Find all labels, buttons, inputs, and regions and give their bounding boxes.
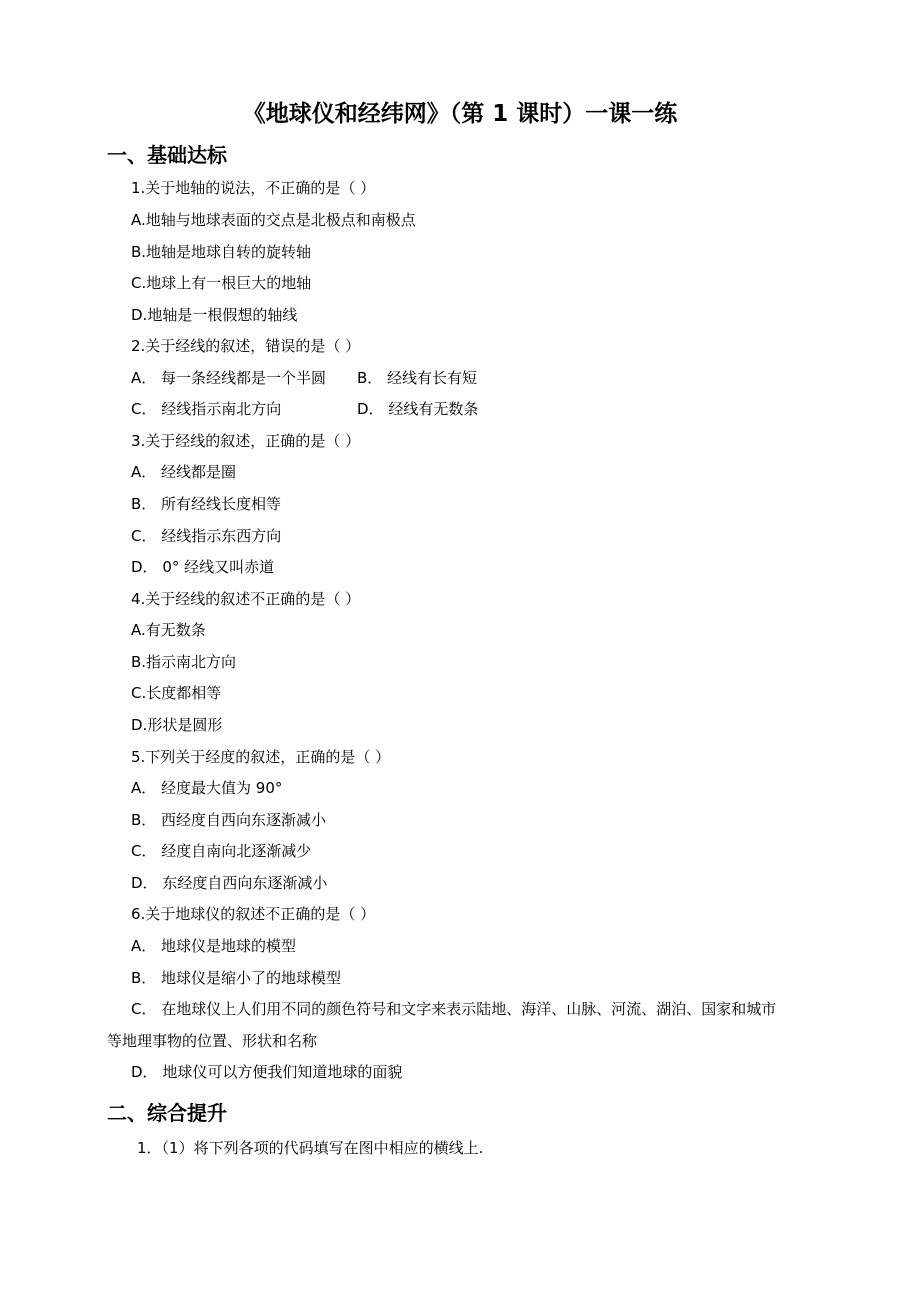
question-1-option-d: D.地轴是一根假想的轴线 — [131, 306, 298, 324]
question-1-option-a: A.地轴与地球表面的交点是北极点和南极点 — [131, 211, 416, 229]
question-3-option-a: A． 经线都是圈 — [131, 463, 237, 481]
question-6-option-d: D． 地球仪可以方便我们知道地球的面貌 — [131, 1063, 403, 1081]
section-heading-basic: 一、基础达标 — [107, 143, 227, 167]
question-4-option-d: D.形状是圆形 — [131, 716, 223, 734]
question-5-option-c: C． 经度自南向北逐渐减少 — [131, 842, 312, 860]
question-1-option-c: C.地球上有一根巨大的地轴 — [131, 274, 312, 292]
question-2-option-c: C． 经线指示南北方向 — [131, 400, 282, 418]
question-1-stem: 1.关于地轴的说法，不正确的是（ ） — [131, 179, 376, 197]
question-1-option-b: B.地轴是地球自转的旋转轴 — [131, 243, 312, 261]
question-4-stem: 4.关于经线的叙述不正确的是（ ） — [131, 590, 361, 608]
question-6-option-b: B． 地球仪是缩小了的地球模型 — [131, 969, 342, 987]
section2-question-1: 1．（1）将下列各项的代码填写在图中相应的横线上. — [137, 1139, 484, 1157]
question-3-option-d: D． 0° 经线又叫赤道 — [131, 558, 275, 576]
question-2-option-b: B． 经线有长有短 — [357, 369, 478, 387]
question-5-option-a: A． 经度最大值为 90° — [131, 779, 283, 797]
question-6-option-a: A． 地球仪是地球的模型 — [131, 937, 297, 955]
question-2-option-a: A． 每一条经线都是一个半圆 — [131, 369, 327, 387]
question-2-option-d: D． 经线有无数条 — [357, 400, 479, 418]
question-3-option-b: B． 所有经线长度相等 — [131, 495, 282, 513]
question-3-stem: 3.关于经线的叙述，正确的是（ ） — [131, 432, 361, 450]
question-3-option-c: C． 经线指示东西方向 — [131, 527, 282, 545]
page-title: 《地球仪和经纬网》（第 1 课时）一课一练 — [242, 101, 678, 127]
question-5-option-b: B． 西经度自西向东逐渐减小 — [131, 811, 327, 829]
question-4-option-a: A.有无数条 — [131, 621, 206, 639]
question-5-stem: 5.下列关于经度的叙述，正确的是（ ） — [131, 748, 391, 766]
question-6-option-c-continued: 等地理事物的位置、形状和名称 — [107, 1032, 318, 1050]
question-5-option-d: D． 东经度自西向东逐渐减小 — [131, 874, 328, 892]
section-heading-comprehensive: 二、综合提升 — [107, 1101, 227, 1125]
question-4-option-b: B.指示南北方向 — [131, 653, 237, 671]
question-6-option-c: C． 在地球仪上人们用不同的颜色符号和文字来表示陆地、海洋、山脉、河流、湖泊、国家和城市 — [131, 1000, 777, 1018]
question-4-option-c: C.长度都相等 — [131, 684, 222, 702]
question-6-stem: 6.关于地球仪的叙述不正确的是（ ） — [131, 905, 376, 923]
question-2-stem: 2.关于经线的叙述，错误的是（ ） — [131, 337, 361, 355]
